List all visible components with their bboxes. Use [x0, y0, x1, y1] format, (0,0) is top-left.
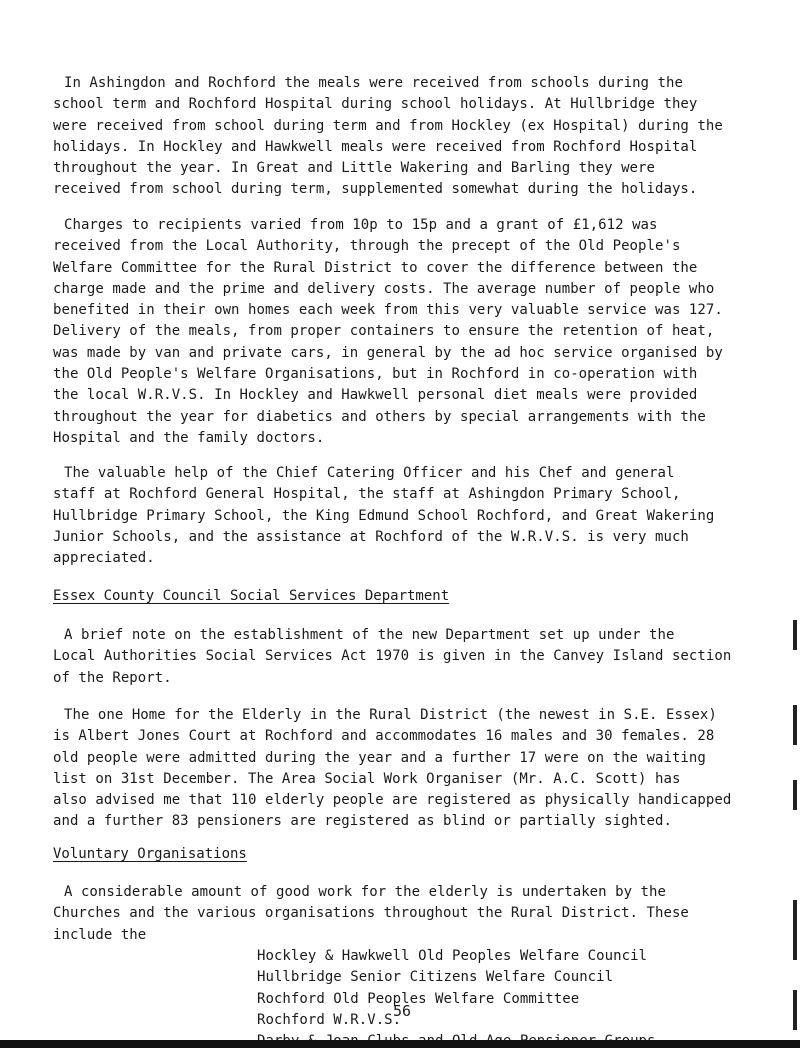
- organisation-list: [257, 946, 757, 1052]
- text-line: received from the Local Authority, through the precept of the Old People's: [53, 238, 681, 255]
- text-line: Delivery of the meals, from proper containers to ensure the retention of heat,: [53, 323, 715, 340]
- page-number: 56: [393, 1002, 412, 1020]
- paragraph-department-note: [53, 625, 765, 689]
- paragraph-voluntary-work: [53, 882, 765, 946]
- text-line: old people were admitted during the year and a further 17 were on the waiting: [53, 749, 706, 766]
- text-line: Local Authorities Social Services Act 1970 is given in the Canvey Island section: [53, 648, 732, 665]
- list-item: Hockley & Hawkwell Old Peoples Welfare Council: [257, 948, 648, 964]
- scan-edge-mark: [793, 620, 797, 650]
- text-line: include the: [53, 926, 147, 943]
- text-line: list on 31st December. The Area Social Work Organiser (Mr. A.C. Scott) has: [53, 770, 681, 787]
- scan-edge-mark: [793, 705, 797, 745]
- paragraph-meals-sources: [53, 73, 765, 201]
- text-line: The one Home for the Elderly in the Rural District (the newest in S.E. Essex): [64, 707, 717, 723]
- text-line: were received from school during term and from Hockley (ex Hospital) during the: [53, 117, 723, 134]
- text-line: was made by van and private cars, in general by the ad hoc service organised by: [53, 344, 723, 361]
- text-line: Welfare Committee for the Rural District to cover the difference between the: [53, 259, 698, 276]
- list-item: Hullbridge Senior Citizens Welfare Council: [257, 969, 614, 986]
- list-item: Rochford Old Peoples Welfare Committee: [257, 990, 580, 1007]
- paragraph-home-for-elderly: [53, 705, 765, 833]
- text-line: Churches and the various organisations throughout the Rural District. These: [53, 905, 689, 922]
- text-line: charge made and the prime and delivery costs. The average number of people who: [53, 280, 715, 297]
- text-line: A brief note on the establishment of the new Department set up under the: [64, 627, 675, 643]
- text-line: the Old People's Welfare Organisations, but in Rochford in co-operation with: [53, 366, 698, 383]
- text-line: school term and Rochford Hospital during school holidays. At Hullbridge they: [53, 96, 698, 113]
- text-line: also advised me that 110 elderly people are registered as physically handicapped: [53, 792, 732, 809]
- text-line: The valuable help of the Chief Catering Officer and his Chef and general: [64, 465, 675, 481]
- section-heading-voluntary: Voluntary Organisations: [53, 846, 247, 862]
- text-line: benefited in their own homes each week from this very valuable service was 127.: [53, 302, 723, 319]
- section-heading-social-services: Essex County Council Social Services Department: [53, 588, 450, 604]
- scan-bottom-border: [0, 1040, 800, 1048]
- paragraph-charges: [53, 215, 765, 449]
- list-item: Rochford W.R.V.S.: [257, 1011, 402, 1028]
- text-line: appreciated.: [53, 550, 155, 567]
- text-line: holidays. In Hockley and Hawkwell meals were received from Rochford Hospital: [53, 138, 698, 155]
- text-line: A considerable amount of good work for the elderly is undertaken by the: [64, 884, 666, 900]
- text-line: throughout the year. In Great and Little Wakering and Barling they were: [53, 160, 655, 177]
- text-line: Junior Schools, and the assistance at Rochford of the W.R.V.S. is very much: [53, 528, 689, 545]
- scan-edge-mark: [793, 990, 797, 1030]
- text-line: Hospital and the family doctors.: [53, 429, 325, 446]
- text-line: the local W.R.V.S. In Hockley and Hawkwell personal diet meals were provided: [53, 387, 698, 404]
- text-line: In Ashingdon and Rochford the meals were received from schools during the: [64, 75, 683, 91]
- text-line: is Albert Jones Court at Rochford and accommodates 16 males and 30 females. 28: [53, 728, 715, 745]
- scan-edge-mark: [793, 780, 797, 810]
- text-line: staff at Rochford General Hospital, the staff at Ashingdon Primary School,: [53, 486, 681, 503]
- text-line: Charges to recipients varied from 10p to 15p and a grant of £1,612 was: [64, 217, 658, 233]
- paragraph-acknowledgements: [53, 463, 765, 569]
- text-line: received from school during term, supplemented somewhat during the holidays.: [53, 181, 698, 198]
- text-line: throughout the year for diabetics and others by special arrangements with the: [53, 408, 706, 425]
- scan-edge-mark: [793, 900, 797, 960]
- text-line: Hullbridge Primary School, the King Edmund School Rochford, and Great Wakering: [53, 507, 715, 524]
- text-line: and a further 83 pensioners are registered as blind or partially sighted.: [53, 813, 672, 830]
- text-line: of the Report.: [53, 669, 172, 686]
